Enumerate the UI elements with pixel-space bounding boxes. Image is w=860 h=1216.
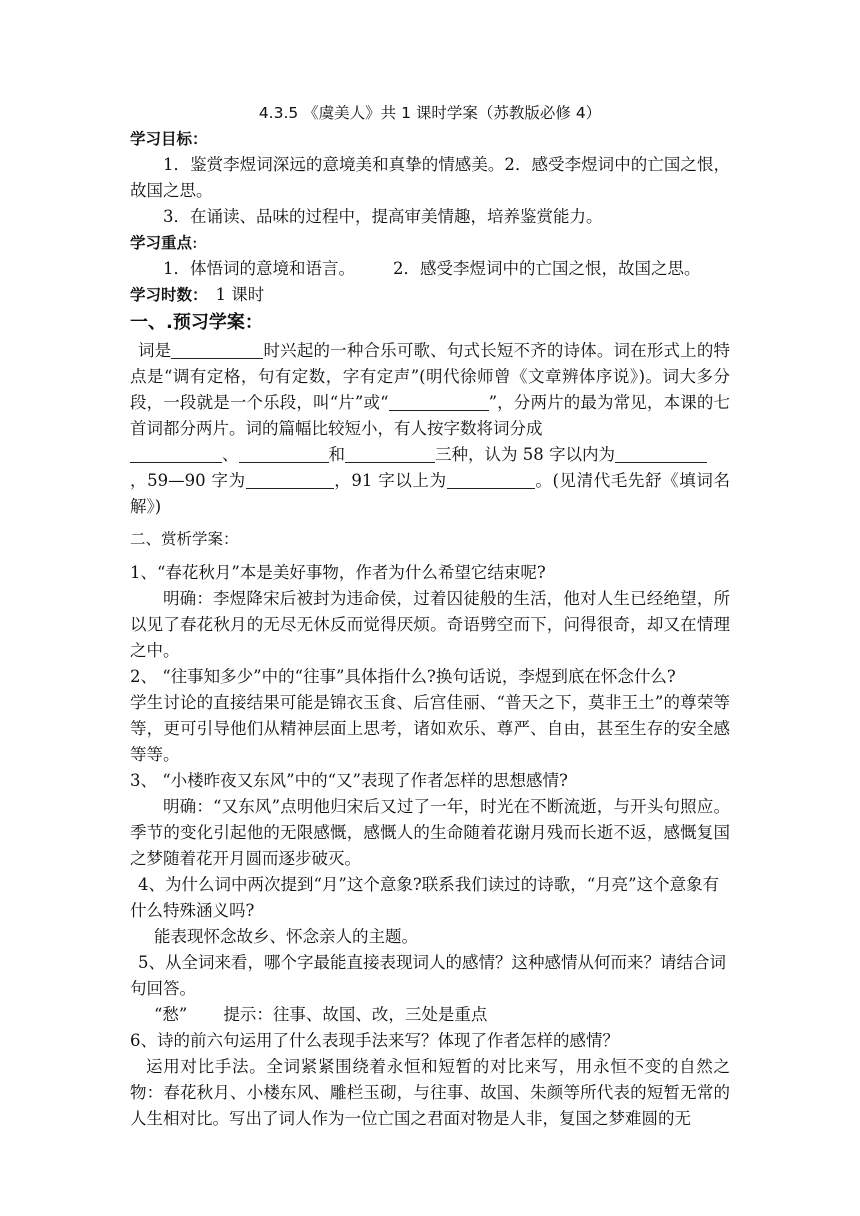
- question-5: 5、从全词来看，哪个字最能直接表现词人的感情？这种感情从何而来？请结合词句回答。: [130, 953, 726, 998]
- blank-2[interactable]: [389, 392, 489, 411]
- question-6: 6、诗的前六句运用了什么表现手法来写？体现了作者怎样的感情？: [130, 1031, 619, 1050]
- goals-line-2: 3．在诵读、品味的过程中，提高审美情趣，培养鉴赏能力。: [163, 207, 603, 226]
- focus-item-1: 1．体悟词的意境和语言。: [163, 259, 355, 278]
- goals-line-1: 1．鉴赏李煜词深远的意境美和真挚的情感美。2．感受李煜词中的亡国之恨，故国之思。: [130, 155, 730, 200]
- hours-label: 学习时数：: [130, 286, 208, 304]
- blank-7[interactable]: [246, 470, 334, 489]
- learning-hours: [130, 282, 730, 308]
- analysis-item-3: [130, 768, 730, 872]
- learning-goals: [130, 126, 730, 230]
- focus-colon: :: [192, 233, 198, 252]
- blank-6[interactable]: [615, 444, 707, 463]
- answer-5: [130, 1002, 730, 1028]
- analysis-item-2: [130, 664, 730, 768]
- blank-4[interactable]: [239, 444, 329, 463]
- answer-2: 学生讨论的直接结果可能是锦衣玉食、后宫佳丽、“普天之下，莫非王土”的尊荣等等，更可引导他们从精神层面上思考，诸如欢乐、尊严、自由，甚至生存的安全感等等。: [130, 693, 730, 764]
- question-3: 3、 “小楼昨夜又东风”中的“又”表现了作者怎样的思想感情?: [130, 771, 568, 790]
- hours-value: 1 课时: [215, 285, 265, 304]
- question-2: 2、 “往事知多少”中的“往事”具体指什么?换句话说，李煜到底在怀念什么?: [130, 667, 676, 686]
- focus-items: [130, 256, 730, 282]
- answer-6: 运用对比手法。全词紧紧围绕着永恒和短暂的对比来写，用永恒不变的自然之物：春花秋月、小楼东风、雕栏玉砌，与往事、故国、朱颜等所代表的短暂无常的人生相对比。写出了词人作为一位亡国之君面对物是人非，复国之梦难圆的无: [130, 1057, 730, 1128]
- document-page: [130, 100, 730, 1132]
- focus-label: 学习重点: [130, 234, 193, 252]
- question-4: 4、为什么词中两次提到“月”这个意象?联系我们读过的诗歌，“月亮”这个意象有什么特殊涵义吗?: [130, 875, 720, 920]
- analysis-item-4: [130, 872, 730, 950]
- analysis-item-6: [130, 1028, 730, 1132]
- blank-3[interactable]: [130, 444, 222, 463]
- blank-5[interactable]: [345, 444, 435, 463]
- blank-1[interactable]: [171, 340, 263, 359]
- answer-3: 明确：“又东风”点明他归宋后又过了一年，时光在不断流逝，与开头句照应。季节的变化引起他的无限感慨，感慨人的生命随着花谢月残而长逝不返，感慨复国之梦随着花开月圆而逐步破灭。: [130, 797, 730, 868]
- blank-8[interactable]: [447, 470, 535, 489]
- analysis-heading: 二、赏析学案：: [130, 530, 239, 548]
- analysis-item-5: [130, 950, 730, 1028]
- answer-1: 明确：李煜降宋后被封为违命侯，过着囚徒般的生活，他对人生已经绝望，所以见了春花秋月的无尽无休反而觉得厌烦。奇语劈空而下，问得很奇，却又在情理之中。: [130, 589, 730, 660]
- learning-focus: [130, 230, 730, 282]
- document-title: 4.3.5 《虞美人》共 1 课时学案（苏教版必修 4）: [258, 104, 602, 122]
- analysis-item-1: [130, 560, 730, 664]
- answer-5-hint: 提示：往事、故国、改，三处是重点: [223, 1005, 488, 1024]
- preview-paragraph: 词是 时兴起的一种合乐可歌、句式长短不齐的诗体。词在形式上的特点是“调有定格，句有定数，字有定声”(明代徐师曾《文章辨体序说》)。词大多分段，一段就是一个乐段，叫“片”或“ ”，分两片的最为常见，本课的七首词都分两片。词的篇幅比较短小，有人按字数将词分成 、 和 三种，认为 58 字以内为 ，59—90 字为 ，91 字以上为 。(见清代毛先舒《填词名解》): [130, 341, 731, 516]
- answer-5-word: “愁”: [154, 1005, 188, 1024]
- question-1: 1、“春花秋月”本是美好事物，作者为什么希望它结束呢?: [130, 563, 546, 582]
- goals-label: 学习目标：: [130, 130, 208, 148]
- preview-heading: 一、.预习学案：: [130, 312, 263, 333]
- answer-4: 能表现怀念故乡、怀念亲人的主题。: [154, 927, 418, 946]
- focus-item-2: 2．感受李煜词中的亡国之恨，故国之思。: [393, 259, 701, 278]
